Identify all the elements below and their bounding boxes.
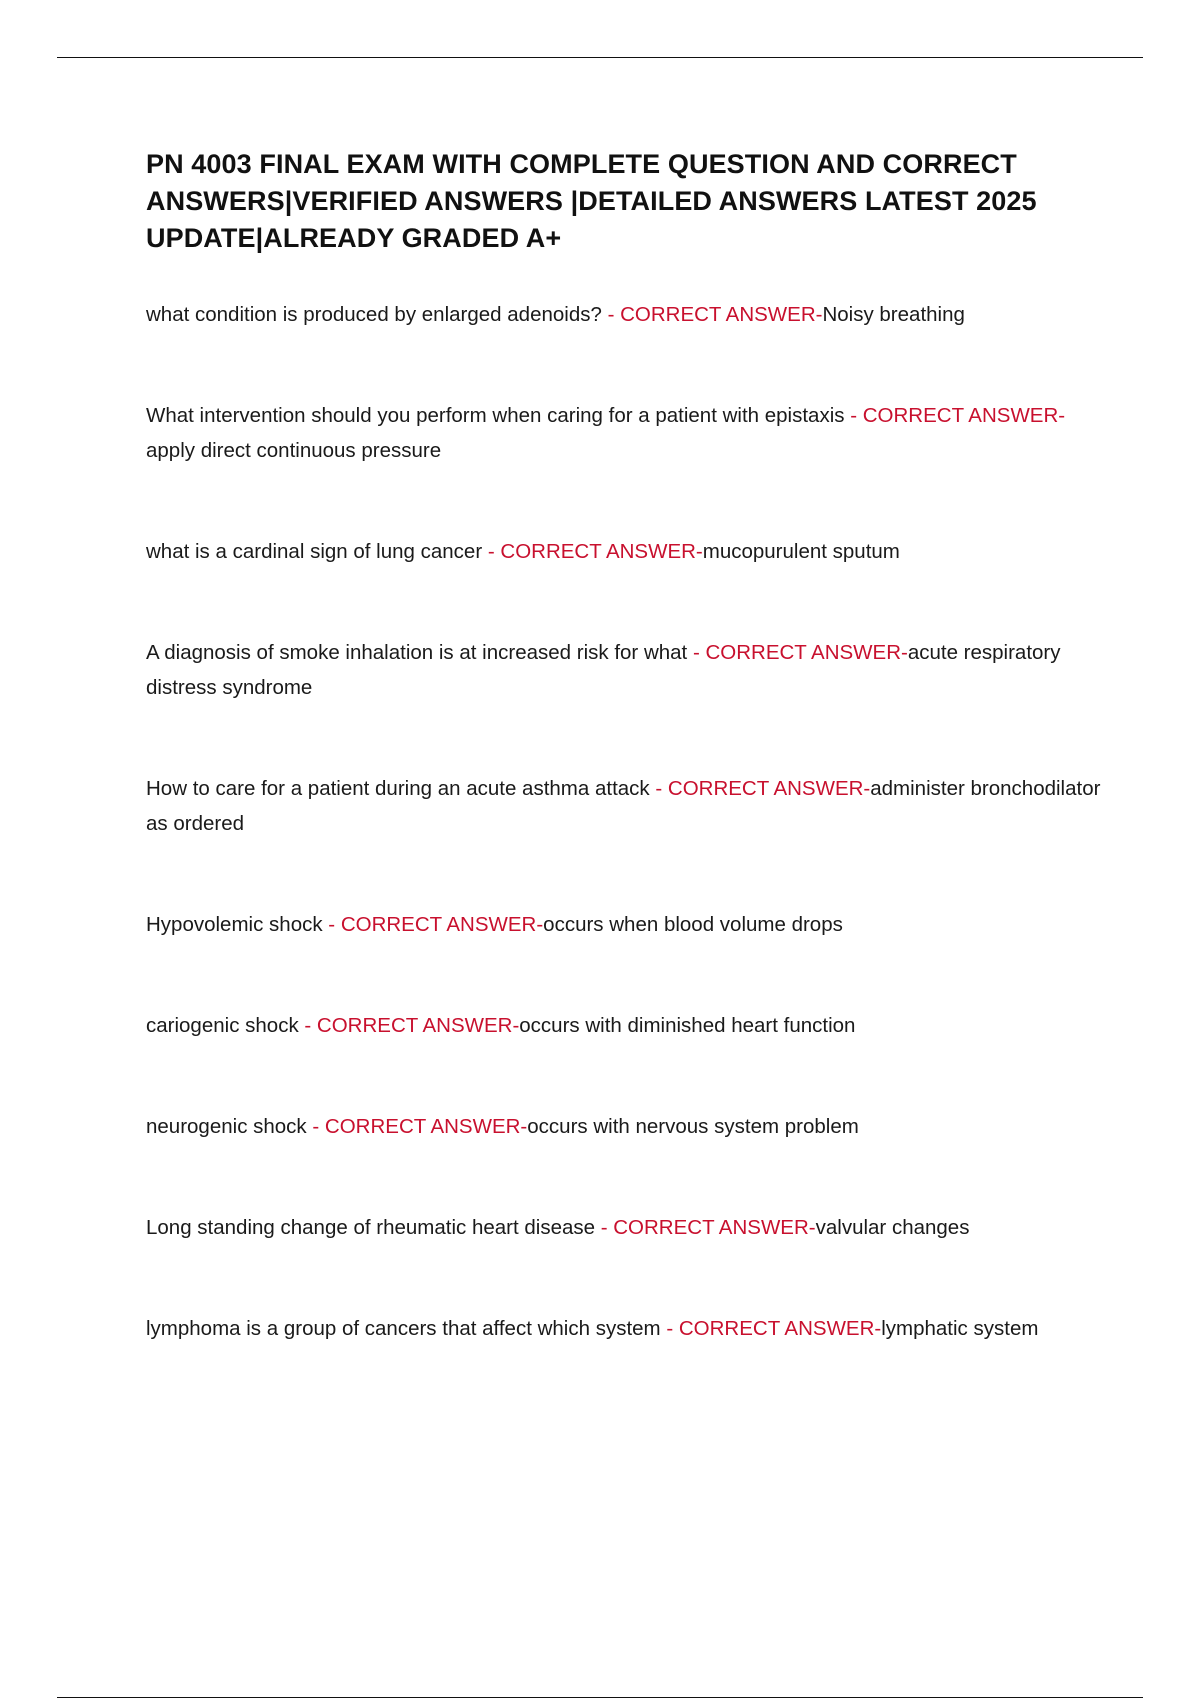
answer-text: mucopurulent sputum <box>702 540 900 563</box>
separator: - <box>322 913 341 936</box>
bottom-rule <box>57 1697 1143 1698</box>
answer-text: occurs when blood volume drops <box>543 913 843 936</box>
answer-text: lymphatic system <box>881 1317 1039 1340</box>
qa-list <box>146 297 1106 1346</box>
separator: - <box>482 540 501 563</box>
separator: - <box>844 404 863 427</box>
correct-answer-label: CORRECT ANSWER- <box>620 303 823 326</box>
top-rule <box>57 57 1143 58</box>
correct-answer-label: CORRECT ANSWER- <box>340 913 544 936</box>
question-text: Long standing change of rheumatic heart disease <box>146 1216 596 1239</box>
qa-item <box>146 534 1106 569</box>
question-text: A diagnosis of smoke inhalation is at increased risk for what <box>146 641 688 664</box>
qa-item <box>146 1210 1106 1245</box>
question-text: what is a cardinal sign of lung cancer <box>146 540 483 563</box>
question-text: Hypovolemic shock <box>146 913 323 936</box>
separator: - <box>601 303 621 326</box>
qa-item <box>146 297 1106 332</box>
correct-answer-label: CORRECT ANSWER- <box>678 1317 882 1340</box>
answer-text: apply direct continuous pressure <box>146 439 442 462</box>
separator: - <box>306 1115 325 1138</box>
question-text: neurogenic shock <box>146 1115 307 1138</box>
separator: - <box>649 777 668 800</box>
correct-answer-label: CORRECT ANSWER- <box>316 1014 520 1037</box>
answer-text: acute respiratory distress syndrome <box>146 641 1061 699</box>
qa-item <box>146 1008 1106 1043</box>
qa-item <box>146 635 1106 705</box>
correct-answer-label: CORRECT ANSWER- <box>862 404 1066 427</box>
separator: - <box>660 1317 679 1340</box>
correct-answer-label: CORRECT ANSWER- <box>500 540 703 563</box>
question-text: What intervention should you perform when caring for a patient with epistaxis <box>146 404 845 427</box>
question-text: cariogenic shock <box>146 1014 299 1037</box>
qa-item <box>146 771 1106 841</box>
separator: - <box>687 641 706 664</box>
qa-item <box>146 1311 1106 1346</box>
answer-text: administer bronchodilator as ordered <box>146 777 1101 835</box>
correct-answer-label: CORRECT ANSWER- <box>667 777 871 800</box>
correct-answer-label: CORRECT ANSWER- <box>324 1115 528 1138</box>
answer-text: occurs with diminished heart function <box>519 1014 856 1037</box>
question-text: what condition is produced by enlarged adenoids? <box>146 303 602 326</box>
separator: - <box>595 1216 614 1239</box>
answer-text: Noisy breathing <box>822 303 965 326</box>
qa-item <box>146 1109 1106 1144</box>
qa-item <box>146 398 1106 468</box>
answer-text: valvular changes <box>815 1216 970 1239</box>
document-title: PN 4003 FINAL EXAM WITH COMPLETE QUESTION AND CORRECT ANSWERS|VERIFIED ANSWERS |DETAILED ANSWERS LATEST 2025 UPDATE|ALREADY GRADED A+ <box>146 149 1037 253</box>
answer-text: occurs with nervous system problem <box>527 1115 859 1138</box>
correct-answer-label: CORRECT ANSWER- <box>705 641 908 664</box>
qa-item <box>146 907 1106 942</box>
question-text: lymphoma is a group of cancers that affect which system <box>146 1317 661 1340</box>
correct-answer-label: CORRECT ANSWER- <box>613 1216 816 1239</box>
page-content <box>146 146 1106 1412</box>
separator: - <box>298 1014 317 1037</box>
question-text: How to care for a patient during an acute asthma attack <box>146 777 650 800</box>
